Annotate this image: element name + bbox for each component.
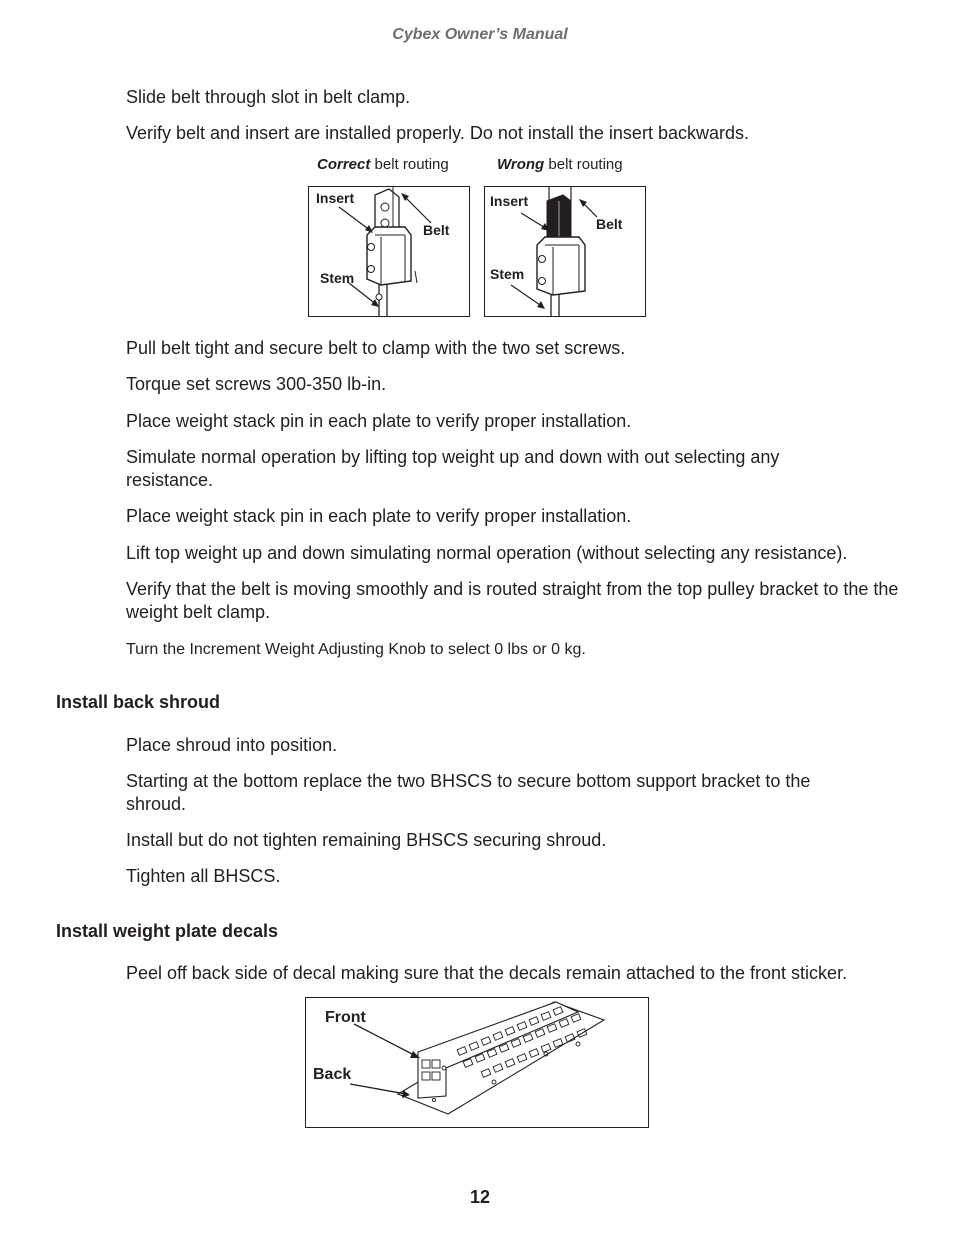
step-text: Place shroud into position. (126, 735, 338, 755)
section-title-weight-plate-decals: Install weight plate decals (56, 921, 279, 941)
step-text: Install but do not tighten remaining BHSCS securing shroud. (126, 830, 607, 850)
running-header: Cybex Owner’s Manual (392, 26, 568, 43)
caption-wrong-rest: belt routing (544, 156, 623, 173)
step-text: Torque set screws 300-350 lb-in. (126, 374, 387, 394)
step-text: Peel off back side of decal making sure that the decals remain attached to the front sticker. (126, 963, 848, 983)
step-text: Turn the Increment Weight Adjusting Knob to select 0 lbs or 0 kg. (126, 641, 586, 658)
step-text: Verify belt and insert are installed properly. Do not install the insert backwards. (126, 123, 749, 143)
step-text: Place weight stack pin in each plate to verify proper installation. (126, 506, 632, 526)
caption-correct-em: Correct (317, 156, 371, 173)
caption-wrong-routing (497, 156, 623, 173)
belt-clamp-correct-illustration (309, 187, 469, 316)
label-stem: Stem (490, 266, 525, 282)
step-text: Starting at the bottom replace the two BHSCS to secure bottom support bracket to the shroud. (126, 771, 811, 814)
step-text: Simulate normal operation by lifting top weight up and down with out selecting any resistance. (126, 447, 780, 490)
figure-correct-belt-routing (308, 186, 470, 317)
label-insert: Insert (316, 190, 355, 206)
step-text: Slide belt through slot in belt clamp. (126, 87, 411, 107)
label-belt: Belt (423, 222, 450, 238)
caption-correct-rest: belt routing (370, 156, 449, 173)
step-text: Lift top weight up and down simulating normal operation (without selecting any resistance). (126, 543, 848, 563)
caption-wrong-em: Wrong (497, 156, 545, 173)
label-back: Back (313, 1066, 352, 1083)
step-text: Tighten all BHSCS. (126, 866, 281, 886)
label-front: Front (325, 1009, 366, 1026)
caption-correct-routing (317, 156, 449, 173)
step-text: Verify that the belt is moving smoothly and is routed straight from the top pulley bracket to the the weight belt clamp. (126, 579, 899, 622)
section-title-back-shroud: Install back shroud (56, 692, 221, 712)
label-belt: Belt (596, 216, 623, 232)
page-number: 12 (469, 1187, 491, 1207)
step-text: Pull belt tight and secure belt to clamp with the two set screws. (126, 338, 626, 358)
step-text: Place weight stack pin in each plate to verify proper installation. (126, 411, 632, 431)
figure-weight-plate-decal (305, 997, 649, 1128)
label-insert: Insert (490, 193, 529, 209)
label-stem: Stem (320, 270, 355, 286)
figure-wrong-belt-routing (484, 186, 646, 317)
